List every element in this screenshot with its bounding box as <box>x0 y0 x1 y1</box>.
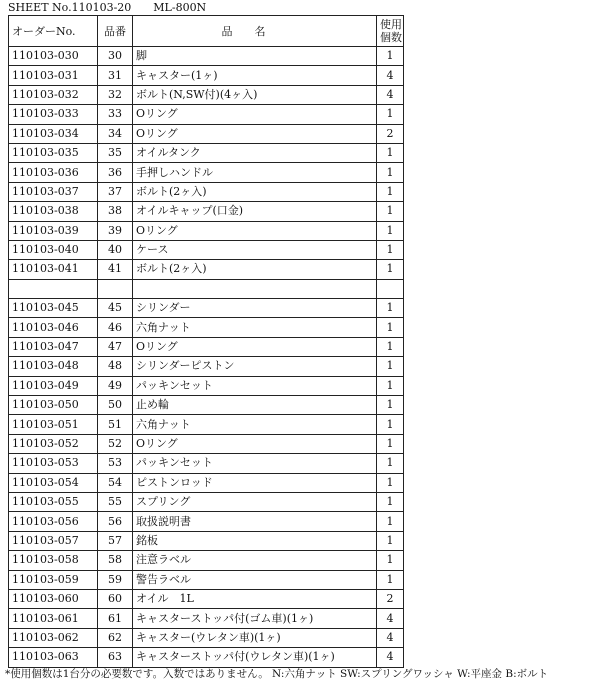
part-name-cell: 注意ラベル <box>133 551 377 570</box>
part-name-cell: 銘板 <box>133 531 377 550</box>
table-row <box>9 609 404 628</box>
quantity-cell: 1 <box>377 105 404 124</box>
quantity-cell: 1 <box>377 221 404 240</box>
parts-table <box>8 15 404 668</box>
order-number-cell: 110103-031 <box>9 66 98 85</box>
part-number-cell <box>98 279 133 298</box>
part-number-cell: 39 <box>98 221 133 240</box>
order-number-cell: 110103-057 <box>9 531 98 550</box>
order-number-cell: 110103-058 <box>9 551 98 570</box>
order-number-cell: 110103-056 <box>9 512 98 531</box>
quantity-cell: 1 <box>377 47 404 66</box>
part-name-cell: キャスター(ウレタン車)(1ヶ) <box>133 628 377 647</box>
table-row <box>9 337 404 356</box>
quantity-cell: 1 <box>377 202 404 221</box>
part-number-cell: 41 <box>98 260 133 279</box>
quantity-cell: 1 <box>377 299 404 318</box>
part-name-cell: 六角ナット <box>133 318 377 337</box>
table-row <box>9 512 404 531</box>
table-row <box>9 47 404 66</box>
order-number-cell: 110103-059 <box>9 570 98 589</box>
part-number-cell: 36 <box>98 163 133 182</box>
part-name-cell: ケース <box>133 240 377 259</box>
part-number-cell: 30 <box>98 47 133 66</box>
part-number-cell: 40 <box>98 240 133 259</box>
quantity-cell: 1 <box>377 434 404 453</box>
order-number-cell: 110103-054 <box>9 473 98 492</box>
part-number-cell: 32 <box>98 85 133 104</box>
order-number-cell: 110103-040 <box>9 240 98 259</box>
table-row <box>9 240 404 259</box>
quantity-cell: 1 <box>377 376 404 395</box>
part-number-cell: 57 <box>98 531 133 550</box>
order-number-cell: 110103-041 <box>9 260 98 279</box>
header-part-no: 品番 <box>98 16 133 47</box>
table-row <box>9 473 404 492</box>
table-row <box>9 628 404 647</box>
quantity-cell: 1 <box>377 396 404 415</box>
table-row <box>9 570 404 589</box>
table-row <box>9 396 404 415</box>
table-row <box>9 105 404 124</box>
part-name-cell: オイルキャップ(口金) <box>133 202 377 221</box>
part-name-cell: キャスター(1ヶ) <box>133 66 377 85</box>
part-name-cell: 手押しハンドル <box>133 163 377 182</box>
table-row <box>9 434 404 453</box>
part-name-cell: キャスターストッパ付(ゴム車)(1ヶ) <box>133 609 377 628</box>
order-number-cell: 110103-045 <box>9 299 98 318</box>
table-row <box>9 182 404 201</box>
quantity-cell: 1 <box>377 337 404 356</box>
part-number-cell: 54 <box>98 473 133 492</box>
quantity-cell: 1 <box>377 357 404 376</box>
part-number-cell: 55 <box>98 492 133 511</box>
part-number-cell: 56 <box>98 512 133 531</box>
part-name-cell: スプリング <box>133 492 377 511</box>
table-row <box>9 454 404 473</box>
part-name-cell: 警告ラベル <box>133 570 377 589</box>
part-number-cell: 48 <box>98 357 133 376</box>
table-row <box>9 357 404 376</box>
quantity-cell: 1 <box>377 551 404 570</box>
quantity-cell: 2 <box>377 589 404 608</box>
order-number-cell: 110103-050 <box>9 396 98 415</box>
quantity-cell <box>377 279 404 298</box>
part-name-cell: Oリング <box>133 434 377 453</box>
order-number-cell: 110103-048 <box>9 357 98 376</box>
part-name-cell: Oリング <box>133 221 377 240</box>
quantity-cell: 4 <box>377 648 404 667</box>
quantity-cell: 1 <box>377 415 404 434</box>
part-name-cell: 脚 <box>133 47 377 66</box>
table-row <box>9 318 404 337</box>
order-number-cell: 110103-033 <box>9 105 98 124</box>
part-number-cell: 45 <box>98 299 133 318</box>
quantity-cell: 1 <box>377 260 404 279</box>
table-row <box>9 163 404 182</box>
table-row <box>9 143 404 162</box>
order-number-cell: 110103-062 <box>9 628 98 647</box>
header-quantity-line1: 使用 <box>380 18 402 31</box>
part-number-cell: 38 <box>98 202 133 221</box>
table-row <box>9 299 404 318</box>
part-name-cell: シリンダーピストン <box>133 357 377 376</box>
part-number-cell: 52 <box>98 434 133 453</box>
table-row <box>9 531 404 550</box>
part-name-cell: オイルタンク <box>133 143 377 162</box>
sheet-header <box>8 0 206 16</box>
quantity-cell: 1 <box>377 240 404 259</box>
table-row <box>9 221 404 240</box>
header-quantity-line2: 個数 <box>380 31 402 44</box>
part-name-cell: Oリング <box>133 337 377 356</box>
order-number-cell: 110103-030 <box>9 47 98 66</box>
order-number-cell: 110103-049 <box>9 376 98 395</box>
quantity-cell: 4 <box>377 609 404 628</box>
table-row <box>9 260 404 279</box>
order-number-cell: 110103-060 <box>9 589 98 608</box>
part-name-cell: キャスターストッパ付(ウレタン車)(1ヶ) <box>133 648 377 667</box>
part-number-cell: 63 <box>98 648 133 667</box>
header-order-no: オーダーNo. <box>9 16 98 47</box>
part-number-cell: 61 <box>98 609 133 628</box>
order-number-cell: 110103-061 <box>9 609 98 628</box>
part-number-cell: 31 <box>98 66 133 85</box>
table-row <box>9 492 404 511</box>
part-name-cell: Oリング <box>133 124 377 143</box>
quantity-cell: 4 <box>377 85 404 104</box>
part-name-cell <box>133 279 377 298</box>
part-number-cell: 47 <box>98 337 133 356</box>
part-number-cell: 60 <box>98 589 133 608</box>
part-number-cell: 59 <box>98 570 133 589</box>
part-name-cell: オイル 1L <box>133 589 377 608</box>
order-number-cell: 110103-051 <box>9 415 98 434</box>
part-name-cell: パッキンセット <box>133 454 377 473</box>
order-number-cell: 110103-052 <box>9 434 98 453</box>
quantity-cell: 1 <box>377 143 404 162</box>
footnote: *使用個数は1台分の必要数です。入数ではありません。 N:六角ナット SW:スプリングワッシャ W:平座金 B:ボルト <box>5 668 549 680</box>
part-name-cell: ボルト(2ヶ入) <box>133 182 377 201</box>
table-row <box>9 415 404 434</box>
part-number-cell: 53 <box>98 454 133 473</box>
table-row <box>9 648 404 667</box>
quantity-cell: 2 <box>377 124 404 143</box>
part-number-cell: 51 <box>98 415 133 434</box>
order-number-cell: 110103-035 <box>9 143 98 162</box>
quantity-cell: 1 <box>377 473 404 492</box>
table-row <box>9 124 404 143</box>
quantity-cell: 4 <box>377 66 404 85</box>
table-row <box>9 66 404 85</box>
sheet-number: SHEET No.110103-20 <box>8 1 132 14</box>
quantity-cell: 4 <box>377 628 404 647</box>
table-row <box>9 202 404 221</box>
part-name-cell: 取扱説明書 <box>133 512 377 531</box>
part-name-cell: 六角ナット <box>133 415 377 434</box>
order-number-cell: 110103-037 <box>9 182 98 201</box>
order-number-cell: 110103-036 <box>9 163 98 182</box>
part-number-cell: 35 <box>98 143 133 162</box>
model-name: ML-800N <box>153 1 207 14</box>
part-name-cell: ボルト(2ヶ入) <box>133 260 377 279</box>
header-quantity <box>377 16 404 47</box>
header-part-name: 品名 <box>133 16 377 47</box>
table-header-row <box>9 16 404 47</box>
order-number-cell: 110103-039 <box>9 221 98 240</box>
parts-table-body <box>9 47 404 668</box>
part-name-cell: ピストンロッド <box>133 473 377 492</box>
order-number-cell: 110103-047 <box>9 337 98 356</box>
order-number-cell: 110103-038 <box>9 202 98 221</box>
table-row <box>9 376 404 395</box>
part-number-cell: 62 <box>98 628 133 647</box>
part-number-cell: 58 <box>98 551 133 570</box>
quantity-cell: 1 <box>377 182 404 201</box>
part-name-cell: Oリング <box>133 105 377 124</box>
part-name-cell: ボルト(N,SW付)(4ヶ入) <box>133 85 377 104</box>
order-number-cell: 110103-063 <box>9 648 98 667</box>
table-row <box>9 551 404 570</box>
part-number-cell: 46 <box>98 318 133 337</box>
table-row <box>9 279 404 298</box>
part-number-cell: 50 <box>98 396 133 415</box>
part-name-cell: パッキンセット <box>133 376 377 395</box>
quantity-cell: 1 <box>377 531 404 550</box>
order-number-cell: 110103-034 <box>9 124 98 143</box>
part-name-cell: 止め輪 <box>133 396 377 415</box>
quantity-cell: 1 <box>377 512 404 531</box>
part-number-cell: 49 <box>98 376 133 395</box>
order-number-cell: 110103-032 <box>9 85 98 104</box>
order-number-cell: 110103-046 <box>9 318 98 337</box>
order-number-cell: 110103-055 <box>9 492 98 511</box>
part-number-cell: 33 <box>98 105 133 124</box>
order-number-cell: 110103-053 <box>9 454 98 473</box>
part-number-cell: 34 <box>98 124 133 143</box>
part-name-cell: シリンダー <box>133 299 377 318</box>
quantity-cell: 1 <box>377 454 404 473</box>
quantity-cell: 1 <box>377 492 404 511</box>
table-row <box>9 589 404 608</box>
quantity-cell: 1 <box>377 570 404 589</box>
quantity-cell: 1 <box>377 318 404 337</box>
order-number-cell <box>9 279 98 298</box>
part-number-cell: 37 <box>98 182 133 201</box>
quantity-cell: 1 <box>377 163 404 182</box>
table-row <box>9 85 404 104</box>
